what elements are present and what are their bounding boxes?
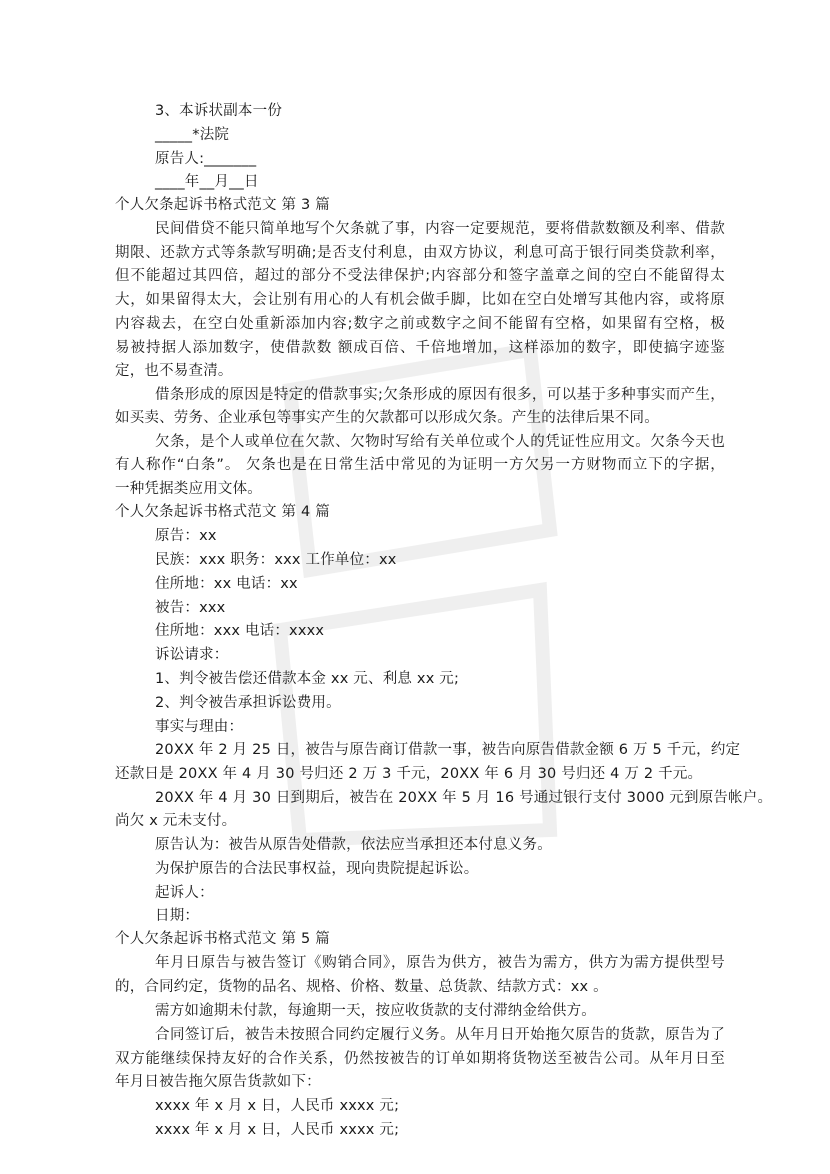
paragraph-line: 原告认为：被告从原告处借款，依法应当承担还本付息义务。 — [155, 837, 552, 853]
paragraph-line: 年月日原告与被告签订《购销合同》，原告为供方，被告为需方，供方为需方提供型号 — [155, 955, 725, 971]
paragraph-line: 合同签订后，被告未按照合同约定履行义务。从年月日开始拖欠原告的货款，原告为了 — [155, 1027, 725, 1043]
paragraph-line: 一种凭据类应用文体。 — [115, 481, 262, 497]
section-heading-5: 个人欠条起诉书格式范文 第 5 篇 — [115, 931, 330, 947]
paragraph-line: 定，也不易查清。 — [115, 363, 233, 379]
paragraph-line: 为保护原告的合法民事权益，现向贵院提起诉讼。 — [155, 861, 479, 877]
court-line: _____*法院 — [155, 127, 230, 143]
defendant-field: 被告：xxx — [155, 600, 226, 616]
attachment-item-3: 3、本诉状副本一份 — [155, 103, 283, 119]
paragraph-line: 民间借贷不能只简单地写个欠条就了事，内容一定要规范，要将借款数额及利率、借款 — [155, 221, 725, 237]
paragraph-line: 20XX 年 2 月 25 日，被告与原告商订借款一事，被告向原告借款金额 6 万 5 千元，约定 — [155, 742, 741, 758]
ethnicity-field: 民族：xxx 职务：xxx 工作单位：xx — [155, 552, 397, 568]
paragraph-line: 有人称作“白条”。 欠条也是在日常生活中常见的为证明一方欠另一方财物而立下的字据， — [115, 457, 725, 473]
defendant-address-field: 住所地：xxx 电话：xxxx — [155, 623, 325, 639]
section-heading-3: 个人欠条起诉书格式范文 第 3 篇 — [115, 197, 330, 213]
paragraph-line: 内容裁去，在空白处重新添加内容;数字之前或数字之间不能留有空格，如果留有空格，极 — [115, 316, 725, 332]
date-line: ____年__月__日 — [155, 174, 259, 190]
paragraph-line: 双方能继续保持友好的合作关系，仍然按被告的订单如期将货物送至被告公司。从年月日至 — [115, 1051, 725, 1067]
claims-heading: 诉讼请求： — [155, 647, 229, 663]
paragraph-line: 还款日是 20XX 年 4 月 30 号归还 2 万 3 千元，20XX 年 6 月 30 号归还 4 万 2 千元。 — [115, 766, 703, 782]
complainant-signature: 起诉人： — [155, 885, 214, 901]
paragraph-line: 年月日被告拖欠原告货款如下： — [115, 1074, 321, 1090]
paragraph-line: 易被持据人添加数字，使借款数 额成百倍、千倍地增加，这样添加的数字，即使搞字迹鉴 — [115, 340, 725, 356]
paragraph-line: 20XX 年 4 月 30 日到期后，被告在 20XX 年 5 月 16 号通过银行支付 3000 元到原告帐户。 — [155, 790, 773, 806]
paragraph-line: 但不能超过其四倍，超过的部分不受法律保护;内容部分和签字盖章之间的空白不能留得太 — [115, 268, 725, 284]
paragraph-line: 期限、还款方式等条款写明确;是否支付利息，由双方协议，利息可高于银行同类贷款利率， — [115, 245, 725, 261]
paragraph-line: 如买卖、劳务、企业承包等事实产生的欠款都可以形成欠条。产生的法律后果不同。 — [115, 410, 659, 426]
facts-heading: 事实与理由： — [155, 719, 244, 735]
paragraph-line: 需方如逾期未付款，每逾期一天，按应收货款的支付滞纳金给供方。 — [155, 1003, 596, 1019]
section-heading-4: 个人欠条起诉书格式范文 第 4 篇 — [115, 504, 330, 520]
paragraph-line: 大，如果留得太大，会让别有用心的人有机会做手脚，比如在空白处增写其他内容，或将原 — [115, 292, 725, 308]
plaintiff-signature: 原告人:_______ — [155, 151, 257, 167]
arrears-item: xxxx 年 x 月 x 日，人民币 xxxx 元; — [155, 1122, 400, 1138]
paragraph-line: 欠条，是个人或单位在欠款、欠物时写给有关单位或个人的凭证性应用文。欠条今天也 — [155, 434, 725, 450]
paragraph-line: 借条形成的原因是特定的借款事实;欠条形成的原因有很多，可以基于多种事实而产生， — [155, 387, 725, 403]
claim-item-1: 1、判令被告偿还借款本金 xx 元、利息 xx 元; — [155, 671, 460, 687]
paragraph-line: 的，合同约定，货物的品名、规格、价格、数量、总货款、结款方式：xx 。 — [115, 979, 608, 995]
plaintiff-field: 原告：xx — [155, 528, 217, 544]
address-field: 住所地：xx 电话：xx — [155, 576, 298, 592]
signature-date: 日期： — [155, 908, 200, 924]
arrears-item: xxxx 年 x 月 x 日，人民币 xxxx 元; — [155, 1098, 400, 1114]
claim-item-2: 2、判令被告承担诉讼费用。 — [155, 695, 341, 711]
paragraph-line: 尚欠 x 元未支付。 — [115, 813, 237, 829]
